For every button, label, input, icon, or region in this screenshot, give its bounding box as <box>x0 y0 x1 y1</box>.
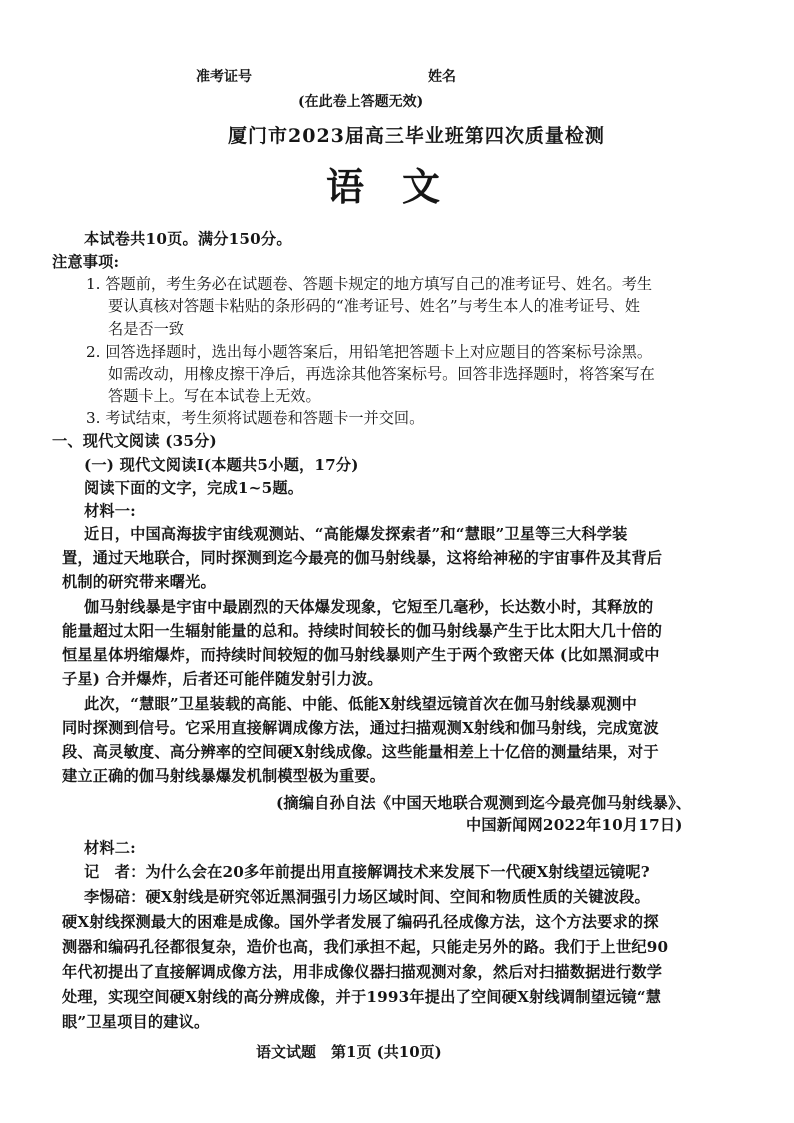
reading-instruction: 阅读下面的文字，完成1~5题。 <box>84 479 304 497</box>
paper-info: 本试卷共10页。满分150分。 <box>84 230 292 248</box>
m2-line-1: 记 者：为什么会在20多年前提出用直接解调技术来发展下一代硬X射线望远镜呢? <box>84 863 650 881</box>
m1-p1-line-2: 置，通过天地联合，同时探测到迄今最亮的伽马射线暴，这将给神秘的宇宙事件及其背后 <box>62 549 663 567</box>
notice-1-line-1: 1. 答题前，考生务必在试题卷、答题卡规定的地方填写自己的准考证号、姓名。考生 <box>86 275 653 293</box>
material-1-source-line-1: (摘编自孙自法《中国天地联合观测到迄今最亮伽马射线暴》、 <box>276 794 692 812</box>
notice-2-line-1: 2. 回答选择题时，选出每小题答案后，用铅笔把答题卡上对应题目的答案标号涂黑。 <box>86 343 653 361</box>
notice-3-line-1: 3. 考试结束，考生须将试题卷和答题卡一并交回。 <box>86 409 425 427</box>
m2-line-4: 测器和编码孔径都很复杂，造价也高，我们承担不起，只能走另外的路。我们于上世纪90 <box>62 938 669 956</box>
section-heading: 一、现代文阅读 (35分) <box>52 432 217 450</box>
m1-p2-line-2: 能量超过太阳一生辐射能量的总和。持续时间较长的伽马射线暴产生于比太阳大几十倍的 <box>62 622 663 640</box>
m2-line-2: 李惕碚：硬X射线是研究邻近黑洞强引力场区域时间、空间和物质性质的关键波段。 <box>84 888 650 906</box>
sub-section-heading: (一) 现代文阅读Ⅰ(本题共5小题，17分) <box>84 456 359 474</box>
m1-p2-line-3: 恒星星体坍缩爆炸，而持续时间较短的伽马射线暴则产生于两个致密天体 (比如黑洞或中 <box>62 646 660 664</box>
m2-line-7: 眼”卫星项目的建议。 <box>62 1013 210 1031</box>
exam-id-label: 准考证号 <box>196 69 252 85</box>
invalid-note: (在此卷上答题无效) <box>298 94 424 110</box>
m1-p1-line-1: 近日，中国高海拔宇宙线观测站、“高能爆发探索者”和“慧眼”卫星等三大科学装 <box>84 525 628 543</box>
m1-p3-line-1: 此次，“慧眼”卫星装载的高能、中能、低能X射线望远镜首次在伽马射线暴观测中 <box>84 695 638 713</box>
m1-p3-line-4: 建立正确的伽马射线暴爆发机制模型极为重要。 <box>62 767 386 785</box>
name-label: 姓名 <box>428 69 456 85</box>
m1-p2-line-1: 伽马射线暴是宇宙中最剧烈的天体爆发现象，它短至几毫秒，长达数小时，其释放的 <box>84 598 654 616</box>
material-1-title: 材料一: <box>84 502 136 520</box>
subject-title: 语 文 <box>326 164 441 209</box>
m1-p3-line-3: 段、高灵敏度、高分辨率的空间硬X射线成像。这些能量相差上十亿倍的测量结果，对于 <box>62 743 659 761</box>
material-2-title: 材料二: <box>84 839 136 857</box>
m2-line-3: 硬X射线探测最大的困难是成像。国外学者发展了编码孔径成像方法，这个方法要求的探 <box>62 913 659 931</box>
notice-1-line-3: 名是否一致 <box>108 320 184 338</box>
m2-line-5: 年代初提出了直接解调成像方法，用非成像仪器扫描观测对象，然后对扫描数据进行数学 <box>62 963 663 981</box>
m2-line-6: 处理，实现空间硬X射线的高分辨成像，并于1993年提出了空间硬X射线调制望远镜“慧 <box>62 988 662 1006</box>
m1-p1-line-3: 机制的研究带来曙光。 <box>62 573 216 591</box>
notice-2-line-2: 如需改动，用橡皮擦干净后，再选涂其他答案标号。回答非选择题时，将答案写在 <box>108 365 655 383</box>
notice-1-line-2: 要认真核对答题卡粘贴的条形码的“准考证号、姓名”与考生本人的准考证号、姓 <box>108 297 640 315</box>
material-1-source-line-2: 中国新闻网2022年10月17日) <box>466 816 683 834</box>
page-footer: 语文试题 第1页 (共10页) <box>256 1043 442 1061</box>
exam-title: 厦门市2023届高三毕业班第四次质量检测 <box>228 125 605 147</box>
m1-p3-line-2: 同时探测到信号。它采用直接解调成像方法，通过扫描观测X射线和伽马射线，完成宽波 <box>62 719 659 737</box>
notice-title: 注意事项: <box>52 253 120 271</box>
notice-2-line-3: 答题卡上。写在本试卷上无效。 <box>108 387 321 405</box>
m1-p2-line-4: 子星) 合并爆炸，后者还可能伴随发射引力波。 <box>62 670 383 688</box>
